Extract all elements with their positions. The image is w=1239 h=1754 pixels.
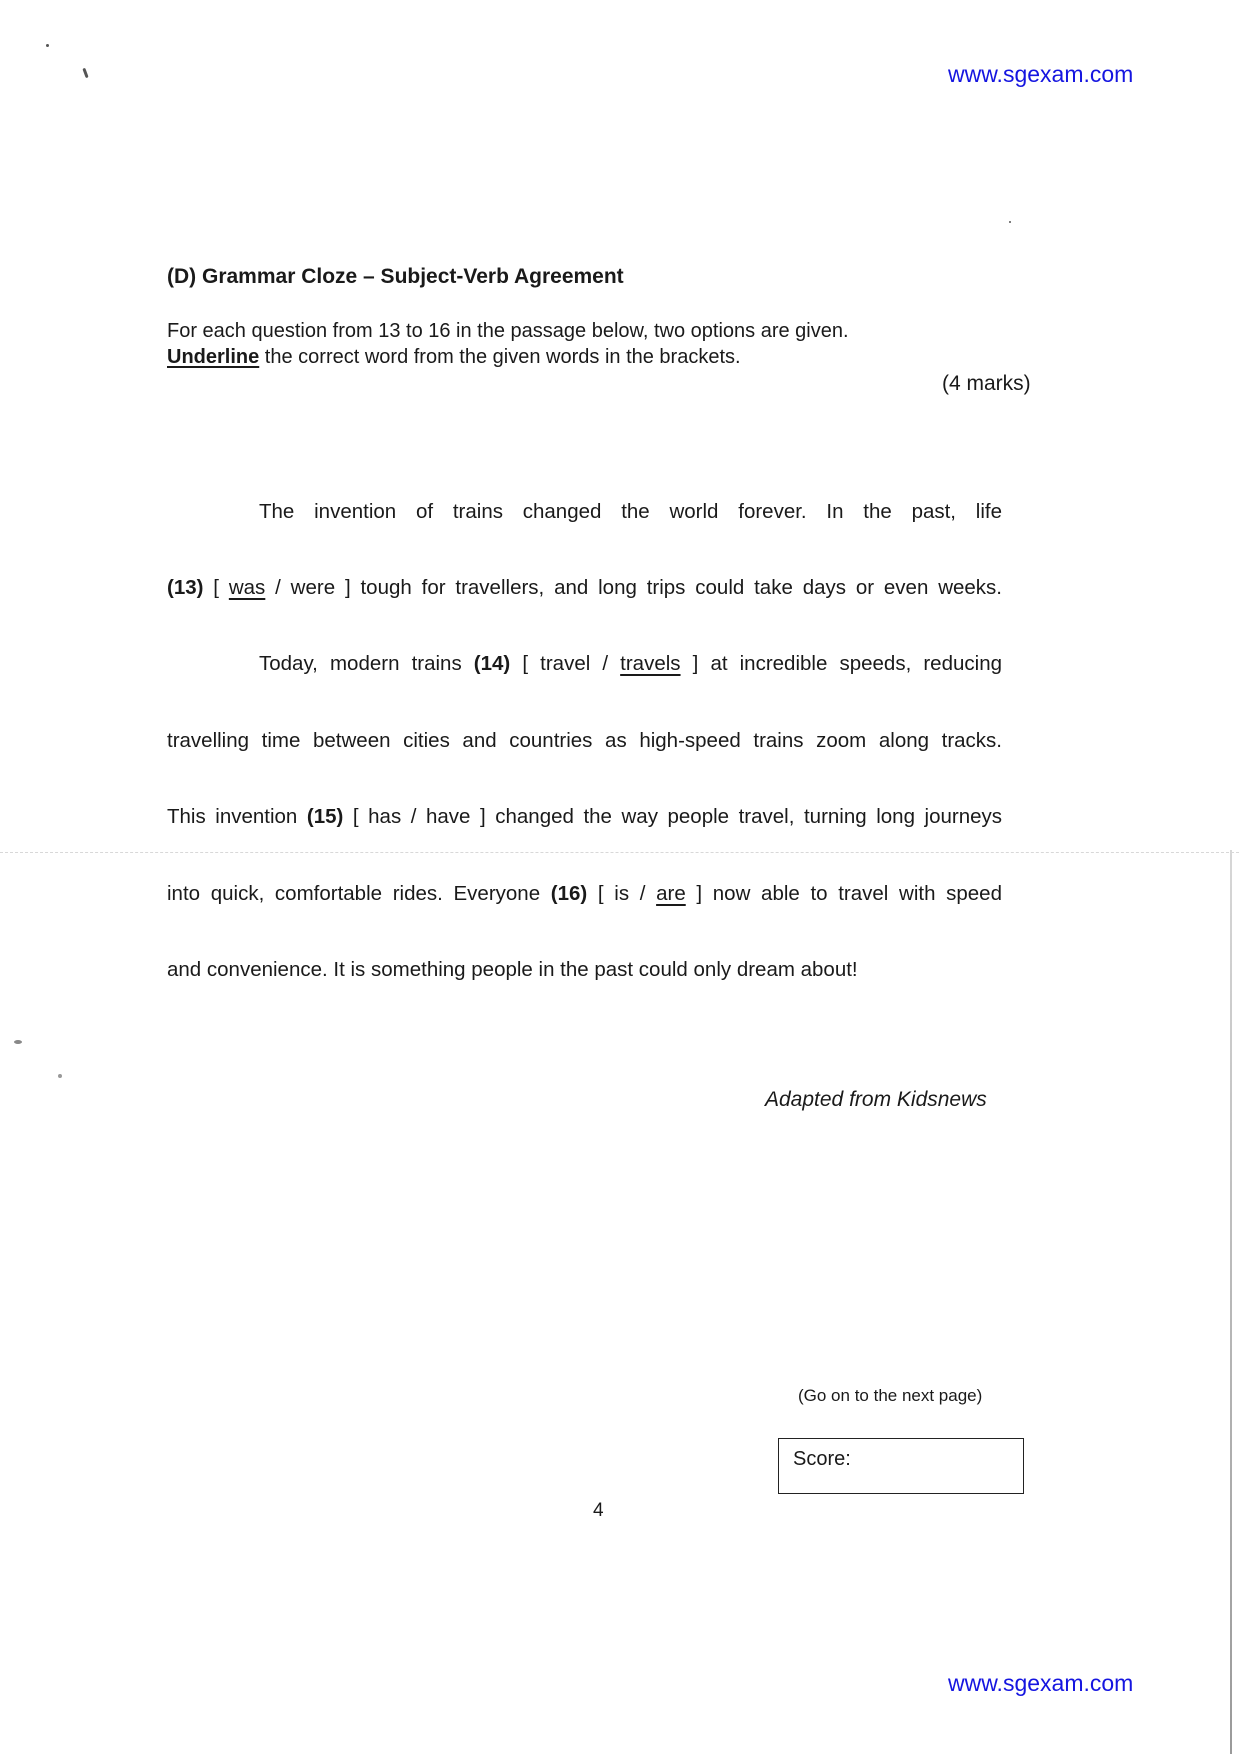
question-16-close: ] — [685, 882, 713, 905]
passage-line-6 — [167, 882, 1002, 906]
passage-line-7: and convenience. It is something people in the past could only dream about! — [167, 958, 858, 981]
site-link-bottom[interactable]: www.sgexam.com — [948, 1670, 1134, 1696]
question-16-number: (16) — [550, 882, 588, 905]
go-on-note: (Go on to the next page) — [798, 1386, 983, 1405]
marks-label: (4 marks) — [942, 372, 1031, 395]
score-label: Score: — [793, 1448, 851, 1470]
passage-text: now able to travel with speed — [712, 882, 1002, 905]
passage-text: Today, modern trains — [259, 652, 474, 675]
scan-speck — [46, 44, 49, 47]
source-credit: Adapted from Kidsnews — [765, 1088, 987, 1111]
site-link-top[interactable]: www.sgexam.com — [948, 61, 1134, 87]
section-title: (D) Grammar Cloze – Subject-Verb Agreement — [167, 265, 624, 288]
question-15-options[interactable]: [ has / have ] — [343, 805, 496, 828]
question-15-number: (15) — [306, 805, 344, 828]
question-16-option-b[interactable]: are — [656, 882, 686, 905]
instruction-line-1: For each question from 13 to 16 in the passage below, two options are given. — [167, 320, 849, 342]
question-14-number: (14) — [473, 652, 511, 675]
question-13-number: (13) — [167, 576, 204, 599]
scan-speck — [14, 1040, 22, 1044]
passage-line-4: travelling time between cities and countries as high-speed trains zoom along tracks. — [167, 729, 1002, 752]
question-13-option-a[interactable]: was — [228, 576, 266, 599]
passage-text: changed the way people travel, turning long journeys — [495, 805, 1003, 828]
instruction-line-2 — [167, 346, 741, 369]
question-14-option-b[interactable]: travels — [620, 652, 681, 675]
passage-line-2 — [167, 576, 1002, 600]
scan-speck — [1009, 221, 1011, 223]
score-box — [778, 1438, 1024, 1494]
instruction-keyword: Underline — [167, 346, 260, 368]
passage-text: This invention — [167, 805, 307, 828]
passage-line-3 — [259, 652, 1002, 676]
scan-edge-line — [1230, 850, 1232, 1754]
question-13-option-b[interactable]: / were ] — [265, 576, 361, 599]
instruction-text: the correct word from the given words in the brackets. — [259, 346, 741, 368]
question-14-option-a[interactable]: [ travel / — [510, 652, 621, 675]
passage-text: at incredible speeds, reducing — [710, 652, 1002, 675]
question-16-option-a[interactable]: [ is / — [587, 882, 657, 905]
page-number: 4 — [593, 1500, 604, 1521]
scan-speck — [58, 1074, 62, 1078]
question-13-open: [ — [203, 576, 229, 599]
passage-text: tough for travellers, and long trips could take days or even weeks. — [360, 576, 1002, 599]
passage-line-5 — [167, 805, 1002, 829]
scan-fold-line — [0, 852, 1239, 853]
passage-line-1: The invention of trains changed the world forever. In the past, life — [259, 500, 1002, 523]
scan-speck — [82, 68, 88, 78]
passage-text: into quick, comfortable rides. Everyone — [167, 882, 551, 905]
question-14-close: ] — [680, 652, 711, 675]
